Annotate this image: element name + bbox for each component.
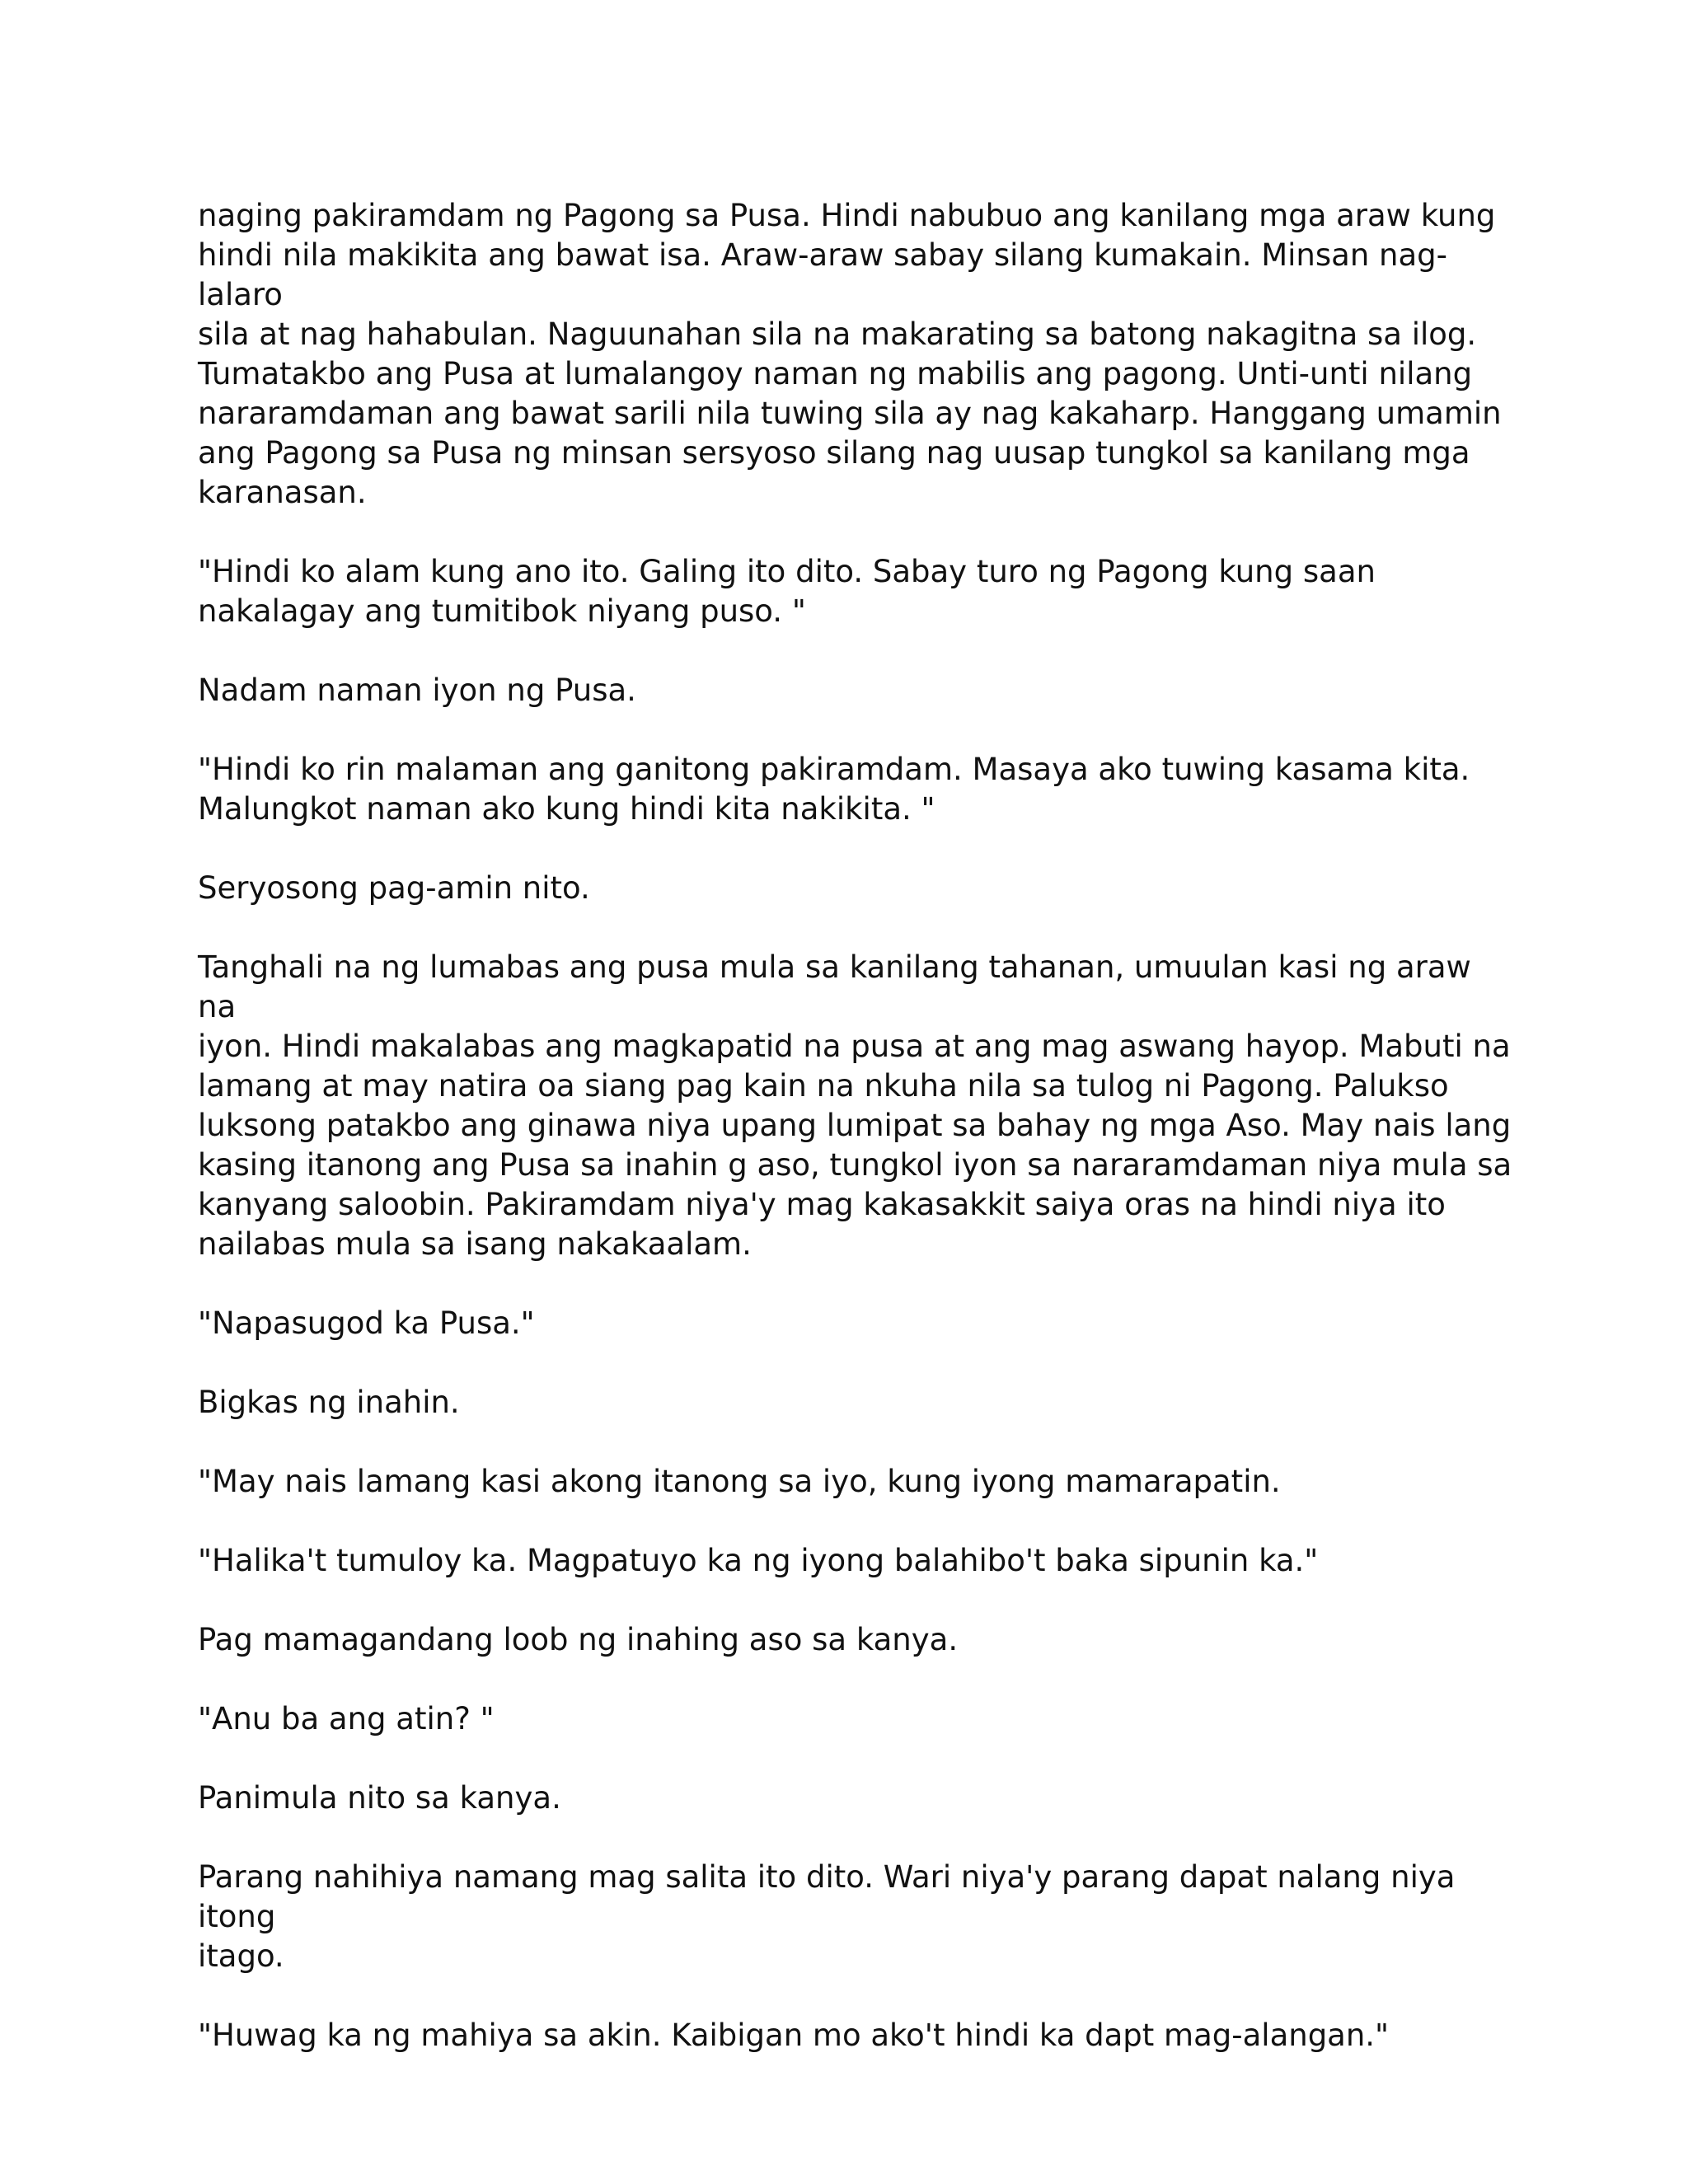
paragraph-1: naging pakiramdam ng Pagong sa Pusa. Hindi nabubuo ang kanilang mga araw kung hindi nila makikita ang bawat isa. Araw-araw sabay silang kumakain. Minsan nag-lalaro sila at nag hahabulan. Naguunahan sila na makarating sa batong nakagitna sa ilog. Tumatakbo ang Pusa at lumalangoy naman ng mabilis ang pagong. Unti-unti nilang nararamdaman ang bawat sarili nila tuwing sila ay nag kakaharp. Hanggang umamin ang Pagong sa Pusa ng minsan sersyoso silang nag uusap tungkol sa kanilang mga karanasan. (198, 198, 1502, 510)
paragraph-5: Seryosong pag-amin nito. (198, 870, 590, 906)
paragraph-9: "May nais lamang kasi akong itanong sa iyo, kung iyong mamarapatin. (198, 1464, 1281, 1499)
story-text (198, 196, 1517, 2095)
paragraph-2: "Hindi ko alam kung ano ito. Galing ito dito. Sabay turo ng Pagong kung saan nakalagay ang tumitibok niyang puso. " (198, 554, 1376, 629)
paragraph-7: "Napasugod ka Pusa." (198, 1305, 535, 1341)
paragraph-10: "Halika't tumuloy ka. Magpatuyo ka ng iyong balahibo't baka sipunin ka." (198, 1543, 1319, 1578)
paragraph-14: Parang nahihiya namang mag salita ito dito. Wari niya'y parang dapat nalang niya itong itago. (198, 1859, 1456, 1974)
paragraph-3: Nadam naman iyon ng Pusa. (198, 673, 636, 708)
paragraph-4: "Hindi ko rin malaman ang ganitong pakiramdam. Masaya ako tuwing kasama kita. Malungkot naman ako kung hindi kita nakikita. " (198, 752, 1470, 827)
paragraph-11: Pag mamagandang loob ng inahing aso sa kanya. (198, 1622, 959, 1657)
paragraph-15: "Huwag ka ng mahiya sa akin. Kaibigan mo ako't hindi ka dapt mag-alangan." (198, 2018, 1390, 2053)
paragraph-13: Panimula nito sa kanya. (198, 1780, 561, 1816)
paragraph-6: Tanghali na ng lumabas ang pusa mula sa kanilang tahanan, umuulan kasi ng araw na iyon. Hindi makalabas ang magkapatid na pusa at ang mag aswang hayop. Mabuti na lamang at may natira oa siang pag kain na nkuha nila sa tulog ni Pagong. Palukso luksong patakbo ang ginawa niya upang lumipat sa bahay ng mga Aso. May nais lang kasing itanong ang Pusa sa inahin g aso, tungkol iyon sa nararamdaman niya mula sa kanyang saloobin. Pakiramdam niya'y mag kakasakkit saiya oras na hindi niya ito nailabas mula sa isang nakakaalam. (198, 949, 1512, 1262)
paragraph-8: Bigkas ng inahin. (198, 1385, 460, 1420)
paragraph-12: "Anu ba ang atin? " (198, 1701, 495, 1736)
